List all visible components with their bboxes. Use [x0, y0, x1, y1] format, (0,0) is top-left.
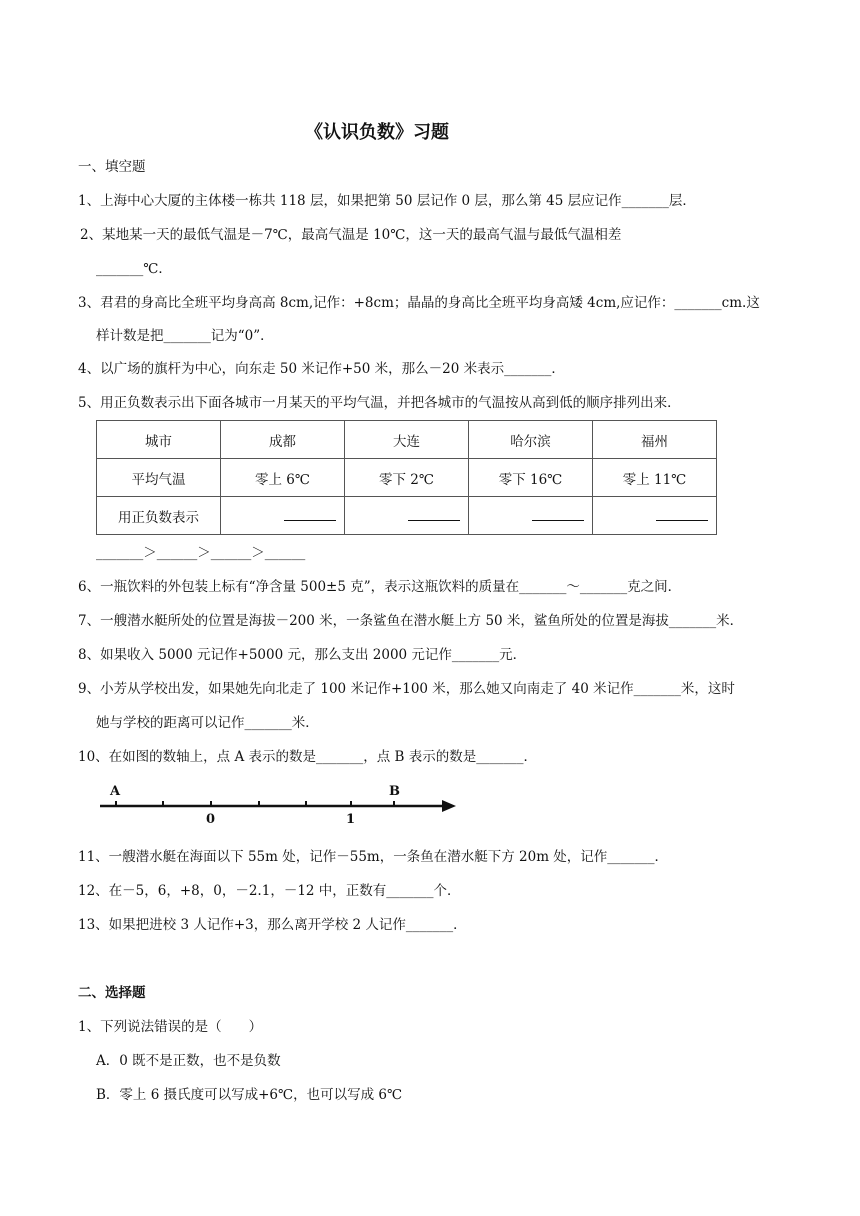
- question-8: 8、如果收入 5000 元记作+5000 元，那么支出 2000 元记作_______元．: [78, 647, 527, 663]
- question-9-line2: 她与学校的距离可以记作_______米．: [96, 715, 319, 731]
- answer-blank-cell: [221, 497, 345, 535]
- question-9-line1: 9、小芳从学校出发，如果她先向北走了 100 米记作+100 米，那么她又向南走了 40 米记作_______米，这时: [78, 681, 735, 697]
- choice-option-a: A．0 既不是正数，也不是负数: [96, 1053, 281, 1069]
- section2-heading: 二、选择题: [78, 985, 146, 1001]
- question-5: 5、用正负数表示出下面各城市一月某天的平均气温，并把各城市的气温按从高到低的顺序排列出来．: [78, 395, 681, 411]
- table-cell: 城市: [97, 421, 221, 459]
- number-line-graphic: [96, 780, 466, 830]
- question-13: 13、如果把进校 3 人记作+3，那么离开学校 2 人记作_______．: [78, 917, 467, 933]
- tick-label-0: 0: [206, 812, 216, 827]
- number-line: [96, 780, 466, 830]
- answer-blank: [532, 506, 584, 521]
- question-3-line2: 样计数是把_______记为“0”．: [96, 328, 274, 344]
- table-cell: 成都: [221, 421, 345, 459]
- table-cell: 大连: [345, 421, 469, 459]
- table-row: [97, 497, 717, 535]
- table-cell: 哈尔滨: [469, 421, 593, 459]
- section1-heading: 一、填空题: [78, 159, 146, 175]
- question-3-line1: 3、君君的身高比全班平均身高高 8cm,记作：+8cm；晶晶的身高比全班平均身高矮 4cm,应记作：_______cm.这: [78, 295, 760, 311]
- table-cell: 零下 2℃: [345, 459, 469, 497]
- table-cell: 福州: [593, 421, 717, 459]
- tick-label-1: 1: [346, 812, 356, 827]
- choice-question-1: 1、下列说法错误的是（ ）: [78, 1019, 263, 1035]
- page-title: 《认识负数》习题: [305, 122, 449, 143]
- question-2-line2: _______℃．: [96, 261, 172, 277]
- table-row: [97, 421, 717, 459]
- answer-blank: [408, 506, 460, 521]
- answer-blank-cell: [345, 497, 469, 535]
- answer-blank-cell: [469, 497, 593, 535]
- answer-blank-cell: [593, 497, 717, 535]
- temperature-table: [96, 420, 717, 535]
- question-5-order: _______＞______＞______＞______: [96, 545, 306, 561]
- question-6: 6、一瓶饮料的外包装上标有“净含量 500±5 克”，表示这瓶饮料的质量在_______～_______克之间．: [78, 579, 682, 595]
- answer-blank: [284, 506, 336, 521]
- question-1: 1、上海中心大厦的主体楼一栋共 118 层，如果把第 50 层记作 0 层，那么第 45 层应记作_______层．: [78, 193, 696, 209]
- table-cell: 零下 16℃: [469, 459, 593, 497]
- table-cell: 平均气温: [97, 459, 221, 497]
- table-cell: 用正负数表示: [97, 497, 221, 535]
- answer-blank: [656, 506, 708, 521]
- question-12: 12、在－5，6，+8，0，－2.1，－12 中，正数有_______个．: [78, 883, 461, 899]
- question-4: 4、以广场的旗杆为中心，向东走 50 米记作+50 米，那么－20 米表示_______．: [78, 361, 565, 377]
- question-11: 11、一艘潜水艇在海面以下 55m 处，记作－55m，一条鱼在潜水艇下方 20m 处，记作_______．: [78, 849, 669, 865]
- point-a-label: A: [110, 784, 121, 799]
- question-10: 10、在如图的数轴上，点 A 表示的数是_______，点 B 表示的数是_______．: [78, 749, 538, 765]
- question-2-line1: 2、某地某一天的最低气温是－7℃，最高气温是 10℃，这一天的最高气温与最低气温相差: [80, 227, 622, 243]
- number-line-arrow: [442, 800, 456, 812]
- table-cell: 零上 11℃: [593, 459, 717, 497]
- table-row: [97, 459, 717, 497]
- point-b-label: B: [389, 784, 400, 799]
- question-7: 7、一艘潜水艇所处的位置是海拔－200 米，一条鲨鱼在潜水艇上方 50 米，鲨鱼所处的位置是海拔_______米．: [78, 613, 744, 629]
- table-cell: 零上 6℃: [221, 459, 345, 497]
- choice-option-b: B．零上 6 摄氏度可以写成+6℃，也可以写成 6℃: [96, 1087, 403, 1103]
